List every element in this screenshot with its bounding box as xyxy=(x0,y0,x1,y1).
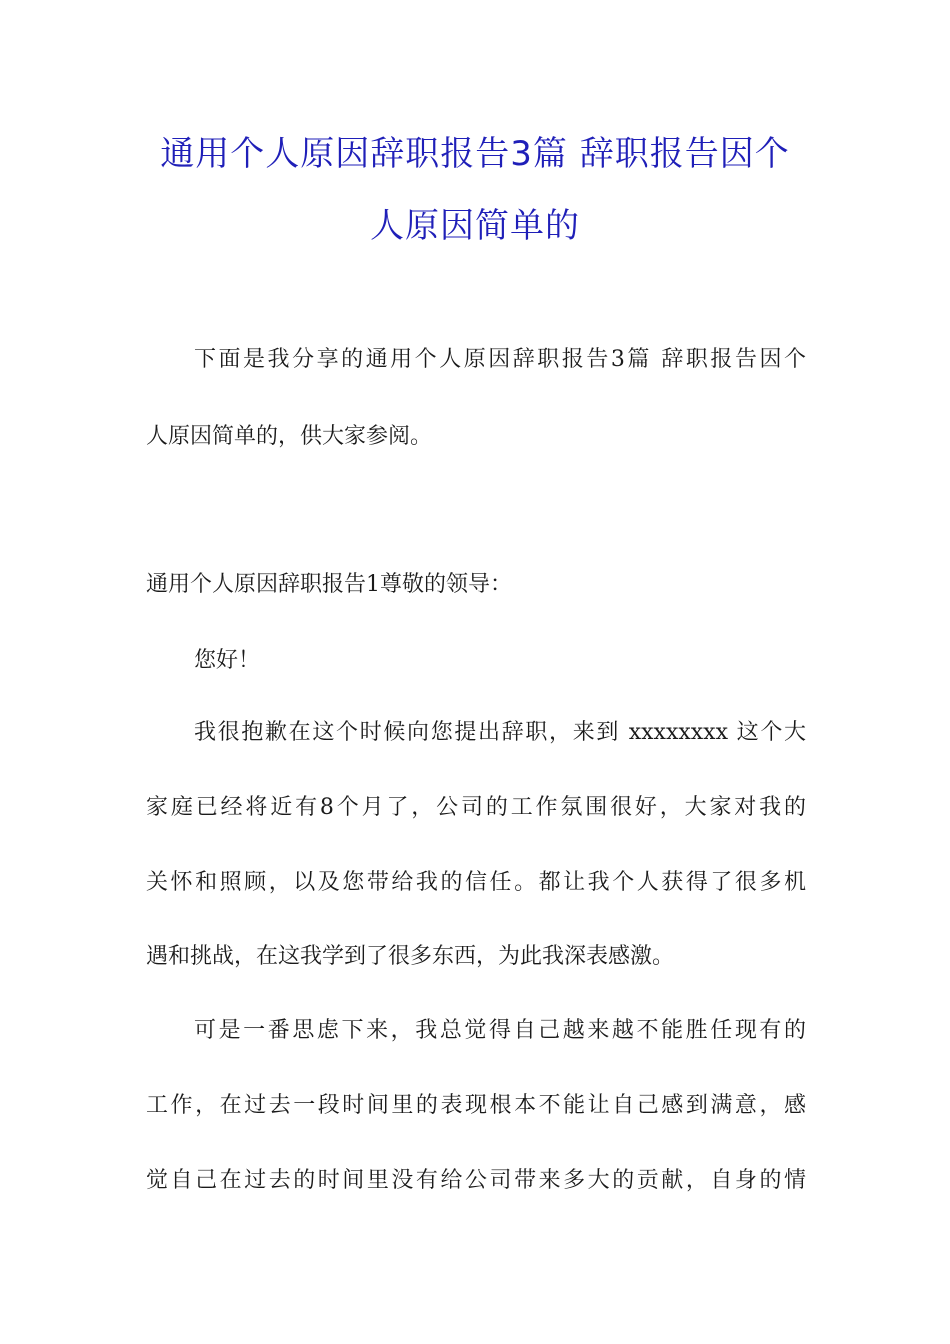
title-line-1: 通用个人原因辞职报告3篇 辞职报告因个 xyxy=(160,134,790,174)
paragraph-2-line-1: 可是一番思虑下来，我总觉得自己越来越不能胜任现有的 xyxy=(194,1018,806,1043)
paragraph-2-line-2: 工作，在过去一段时间里的表现根本不能让自己感到满意，感 xyxy=(146,1093,806,1118)
paragraph-1-line-1: 我很抱歉在这个时候向您提出辞职，来到 xxxxxxxx 这个大 xyxy=(194,720,806,745)
section-heading: 通用个人原因辞职报告1尊敬的领导： xyxy=(146,572,512,597)
paragraph-1-line-4: 遇和挑战，在这我学到了很多东西，为此我深表感激。 xyxy=(146,944,675,969)
intro-line-1: 下面是我分享的通用个人原因辞职报告3篇 辞职报告因个 xyxy=(194,347,806,372)
intro-line-2: 人原因简单的，供大家参阅。 xyxy=(146,424,433,449)
title-line-2: 人原因简单的 xyxy=(370,206,580,246)
paragraph-1-line-2: 家庭已经将近有8个月了，公司的工作氛围很好，大家对我的 xyxy=(146,795,806,820)
paragraph-2-line-3: 觉自己在过去的时间里没有给公司带来多大的贡献，自身的情 xyxy=(146,1168,806,1193)
document-title xyxy=(120,118,830,262)
paragraph-1-line-3: 关怀和照顾，以及您带给我的信任。都让我个人获得了很多机 xyxy=(146,870,806,895)
greeting: 您好！ xyxy=(194,648,261,673)
